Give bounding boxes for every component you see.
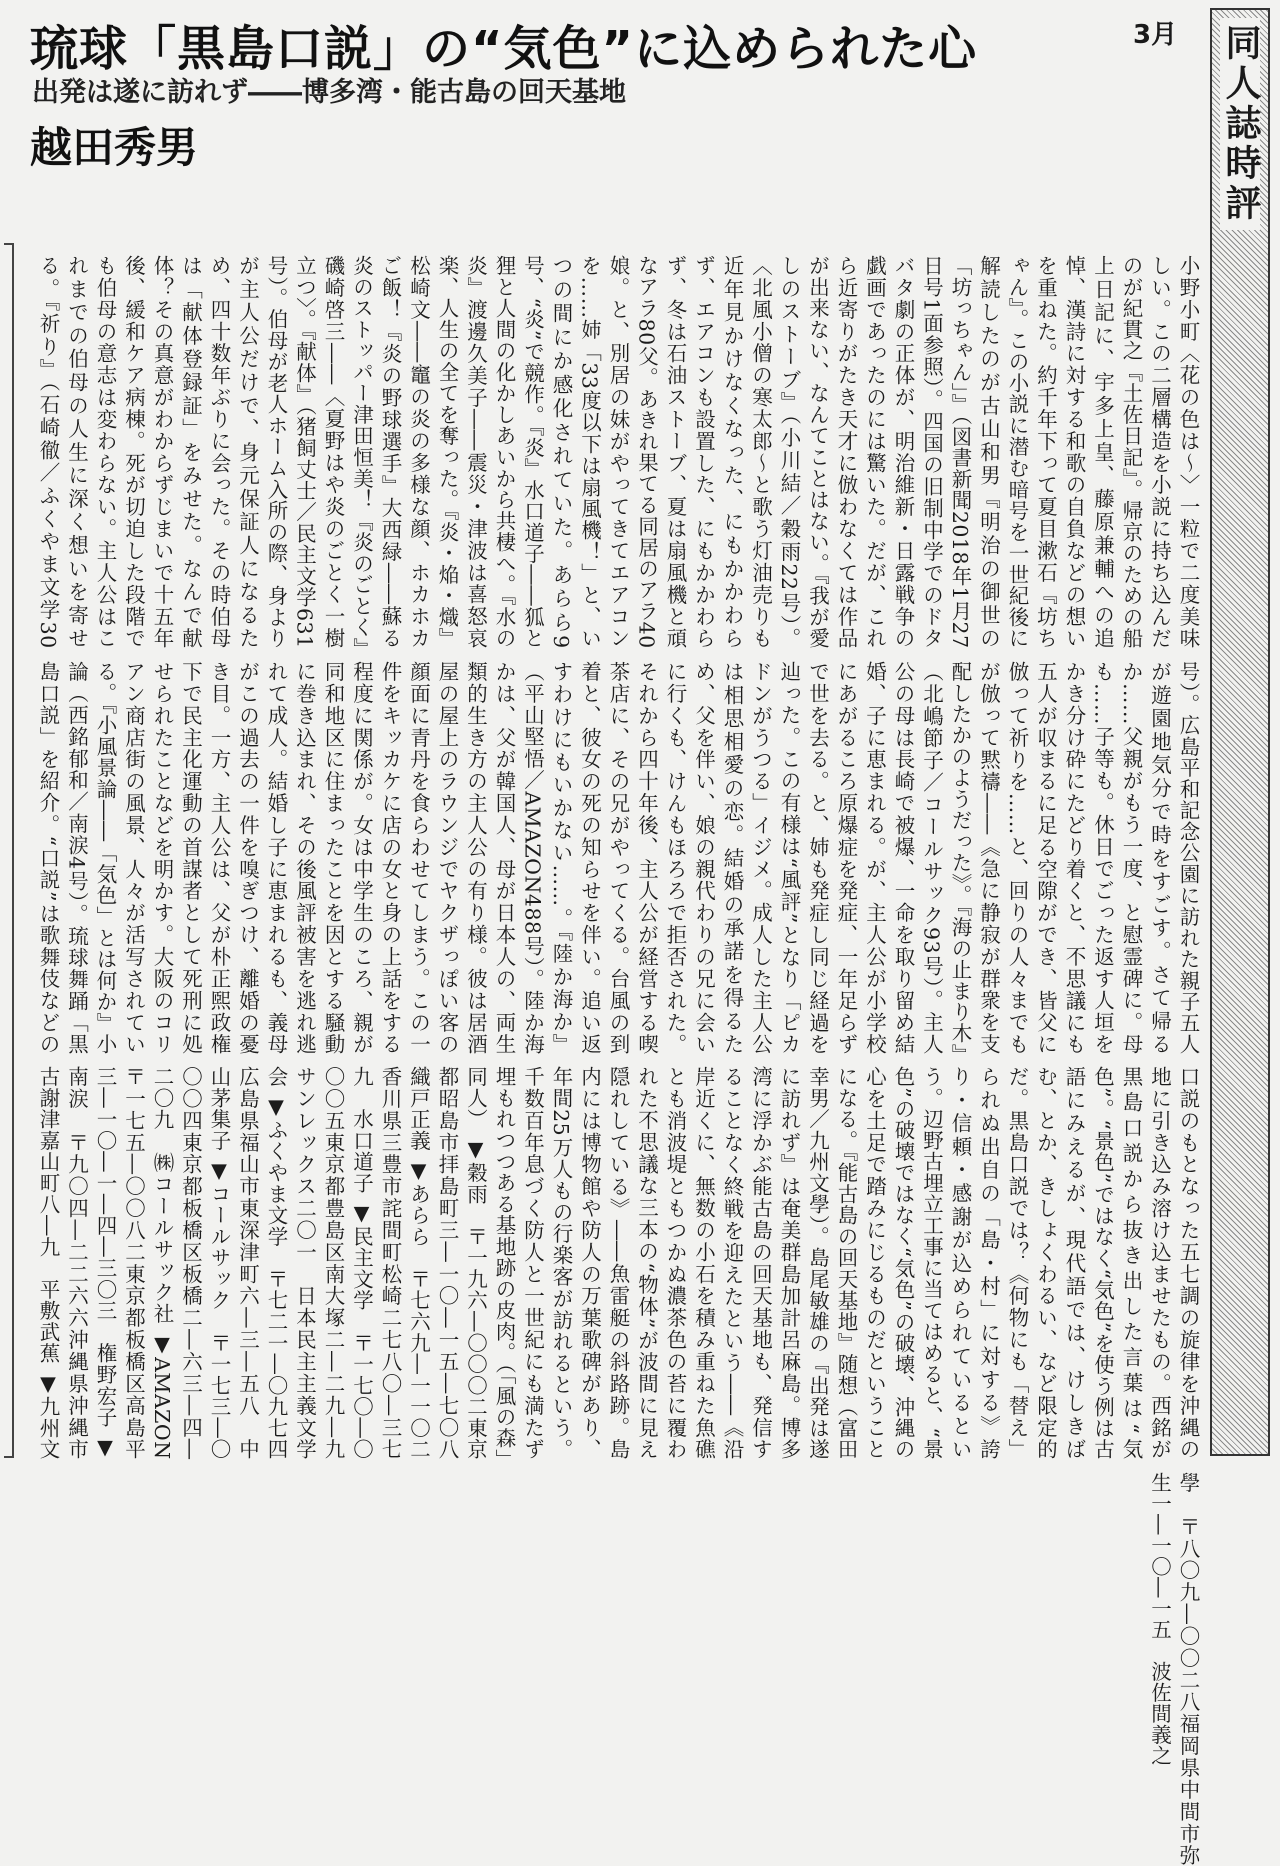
address-entry: ▼南涙 〒九〇四―二二六六沖縄県沖縄市古謝津嘉山町八―九 平敷武蕉 [36, 1066, 117, 1460]
address-entry: ▼ふくやま文学 〒七二一―〇九七四広島県福山市東深津町六―三―五八 中山茅集子 [207, 1066, 288, 1460]
month-label: 3月 [1133, 20, 1178, 50]
address-entry: ▼あらら 〒七六九―一一〇二香川県三豊市詫間町松崎二七八〇―三七九 水口道子 [349, 1066, 431, 1460]
article-body [30, 255, 1202, 1866]
author-name: 越田秀男 [30, 123, 199, 172]
column-title-box [1210, 8, 1270, 1456]
article-text: 小野小町〈花の色は〜〉一粒で二度美味しい。この二層構造を小説に持ち込んだのが紀貫之『土佐日記』。帰京のための船上日記に、宇多上皇、藤原兼輔への追悼、漢詩に対する和歌の自負などの想いを重ねた。約千年下って夏目漱石『坊ちゃん』。この小説に潜む暗号を一世紀後に解読したのが古山和男『明治の御世の「坊っちゃん」』（図書新聞2018年1月27日号1面参照）。四国の旧制中学でのドタバタ劇の正体が、明治維新・日露戦争の戯画であったのには驚いた。だが、これら近寄りがたき天才に倣わなくては作品が出来ない、なんてことはない。『我が愛しのストーブ』（小川結／穀雨22号）。〈北風小僧の寒太郎〜と歌う灯油売りも近年見かけなくなった、にもかかわらず、エアコンも設置した、にもかかわらず、冬は石油ストーブ、夏は扇風機と頑なアラ80父。あきれ果てる同居のアラ40娘。と、別居の妹がやってきてエアコンを……姉「33度以下は扇風機！」と、いつの間にか感化されていた。あらら9号、“炎”で競作。『炎』水口道子――狐と狸と人間の化かしあいから共棲へ。『水の炎』渡邊久美子――震災・津波は喜怒哀楽、人生の全てを奪った。『炎・焔・熾』松崎文――竈の炎の多様な顔、ホカホカご飯！『炎の野球選手』大西緑――蘇る炎のストッパー津田恒美！『炎のごとく』磯崎啓三――〈夏野はや炎のごとく一樹立つ〉。『献体』（猪飼丈士／民主文学631号）。伯母が老人ホーム入所の際、身よりが主人公だけで、身元保証人になるため、四十数年ぶりに会った。その時伯母は「献体登録証」をみせた。なんで献体？その真意がわからずじまいで十五年後、緩和ケア病棟。死が切迫した段階でも伯母の意志は変わらない。主人公はこれまでの伯母の人生に深く想いを寄せる。『祈り』（石崎徹／ふくやま文学30号）。広島平和記念公園に訪れた親子五人が遊園地気分で時をすごす。さて帰るか……父親がもう一度、と慰霊碑に。母も……子等も。休日でごった返す人垣をかき分け砕にたどり着くと、不思議にも五人が収まるに足る空隙ができ、皆父に倣って祈りを……と、回りの人々までもが倣って黙禱――《急に静寂が群衆を支配したかのようだった》。『海の止まり木』（北嶋節子／コールサック93号）。主人公の母は長崎で被爆、一命を取り留め結婚、子に恵まれる。が、主人公が小学校にあがるころ原爆症を発症、一年足らずで世を去る。と、姉も発症し同じ経過を辿った。この有様は“風評”となり「ピカドンがうつる」イジメ。成人した主人公は相思相愛の恋。結婚の承諾を得るため、父を伴い、娘の親代わりの兄に会いに行くも、けんもほろろで拒否された。それから四十年後、主人公が経営する喫茶店に、その兄がやってくる。台風の到着と、彼女の死の知らせを伴い。追い返すわけにもいかない……。『陸か海か』（平山堅悟／AMAZON488号）。陸か海かは、父が韓国人、母が日本人の、両生類的生き方の主人公の有り様。彼は居酒屋の屋上のラウンジでヤクザっぽい客の顔面に青丹を食らわせてしまう。この一件をキッカケに店の女と身の上話をする程度に関係が。女は中学生のころ、親が同和地区に住まったことを因とする騒動に巻き込まれ、その後風評被害を逃れ逃れて成人。結婚し子に恵まれるも、義母がこの過去の一件を嗅ぎつけ、離婚の憂き目。一方、主人公は、父が朴正煕政権下で民主化運動の首謀者として死刑に処せられたことなどを明かす。大阪のコリアン商店街の風景、人々が活写されている。『小風景論――「気色」とは何か』小論（西銘郁和／南涙4号）。琉球舞踊「黒島口説」を紹介。“口説”は歌舞伎などの口説のもとなった五七調の旋律を沖縄の地に引き込み溶け込ませたもの。西銘が黒島口説から抜き出した言葉は“気色”。“景色”ではなく“気色”を使う例は古語にみえるが、現代語では、けしきばむ、とか、きしょくわるい、など限定的だ。黒島口説では？《何物にも「替え」られぬ出自の「島・村」に対する》誇り・信頼・感謝が込められているという。辺野古埋立工事に当てはめると、“景色”の破壊ではなく“気色”の破壊、沖縄の心を土足で踏みにじるものだということになる。『能古島の回天基地』随想（富田幸男／九州文學）。島尾敏雄の『出発は遂に訪れず』は奄美群島加計呂麻島。博多湾に浮かぶ能古島の回天基地も、発信することなく終戦を迎えたという――《沿岸近くに、無数の小石を積み重ねた魚礁とも消波堤ともつかぬ濃茶色の苔に覆われた不思議な三本の“物体”が波間に見え隠れしている》――魚雷艇の斜路跡。島内には博物館や防人の万葉歌碑があり、年間25万人もの行楽客が訪れるという。千数百年息づく防人と一世紀にも満たず埋もれつつある基地跡の皮肉。（「風の森」同人） [36, 255, 1200, 1460]
left-border-rule [4, 243, 14, 1458]
address-entry: ▼AMAZON 〒一七五―〇〇八二東京都板橋区高島平三―一〇―一―四―三〇三 権野宏子 [93, 1066, 174, 1481]
address-entry: ▼穀雨 〒一九六―〇〇〇二東京都昭島市拝島町三―一〇―一五―七〇八 織戸正義 [406, 1066, 488, 1481]
subtitle: 出発は遂に訪れず――博多湾・能古島の回天基地 [32, 77, 626, 108]
address-entry: ▼民主文学 〒一七〇―〇〇〇五東京都豊島区南大塚二―二九―九サンレックス二〇一 日本民主主義文学会 [264, 1066, 374, 1460]
address-entry: ▼九州文學 〒八〇九―〇〇二八福岡県中間市弥生一―一〇―一五 波佐間義之 [36, 1371, 1200, 1866]
address-entry: ▼コールサック 〒一七三―〇〇〇四東京都板橋区板橋二―六三―四―二〇九 ㈱コールサック社 [150, 1066, 231, 1460]
headline: 琉球「黒島口説」の“気色”に込められた心 [30, 21, 978, 77]
column-title: 同人誌時評 [1220, 18, 1260, 230]
